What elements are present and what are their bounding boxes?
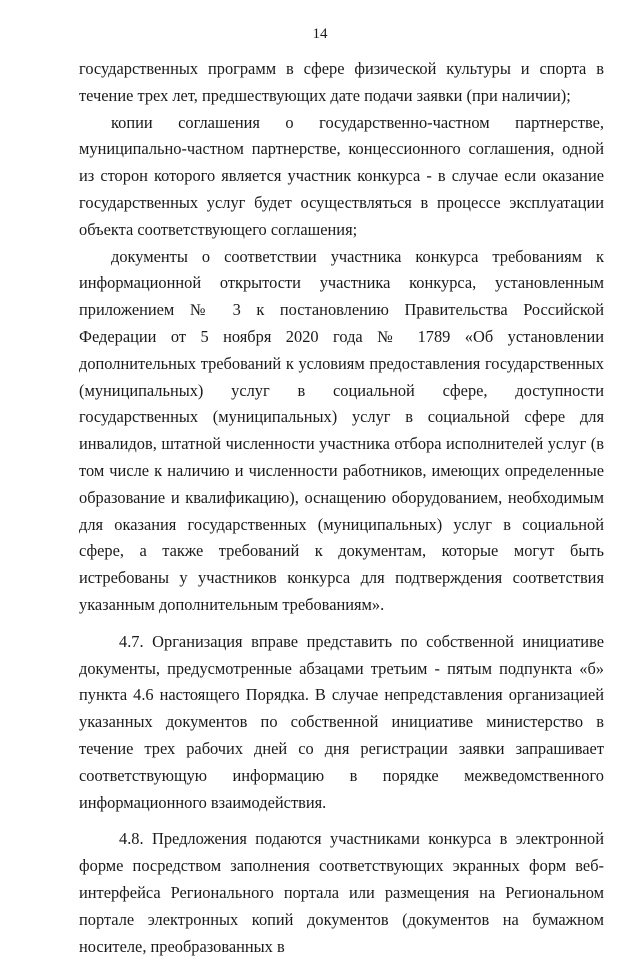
paragraph-openness-documents: документы о соответствии участника конкурса требованиям к информационной открытости участника конкурса, установленным приложением № 3 к постановлению Правительства Российской Федерации от 5 ноября 2020 года № 1789 «Об установлении дополнительных требований к условиям предоставления государственных (муниципальных) услуг в социальной сфере, доступности государственных (муниципальных) услуг в социальной сфере для инвалидов, штатной численности участника отбора исполнителей услуг (в том числе к наличию и численности работников, имеющих определенные образование и квалификацию), оснащению оборудованием, необходимым для оказания государственных (муниципальных) услуг в социальной сфере, а также требований к документам, которые могут быть истребованы у участников конкурса для подтверждения соответствия указанным дополнительным требованиям». bbox=[79, 246, 604, 614]
paragraph-continuation: государственных программ в сфере физической культуры и спорта в течение трех лет, предшествующих дате подачи заявки (при наличии); bbox=[79, 59, 604, 105]
page-number: 14 bbox=[312, 26, 328, 42]
paragraph-section-4-7: 4.7. Организация вправе представить по собственной инициативе документы, предусмотренные абзацами третьим - пятым подпункта «б» пункта 4.6 настоящего Порядка. В случае непредставления организацией указанных документов по собственной инициативе министерство в течение трех рабочих дней со дня регистрации заявки запрашивает соответствующую информацию в порядке межведомственного информационного взаимодействия. bbox=[79, 631, 604, 812]
document-body bbox=[79, 56, 604, 960]
paragraph-agreement-copies: копии соглашения о государственно-частном партнерстве, муниципально-частном партнерстве, концессионного соглашения, одной из сторон которого является участник конкурса - в случае если оказание государственных услуг будет осуществляться в процессе эксплуатации объекта соответствующего соглашения; bbox=[79, 112, 604, 239]
paragraph-section-4-8: 4.8. Предложения подаются участниками конкурса в электронной форме посредством заполнения соответствующих экранных форм веб-интерфейса Регионального портала или размещения на Региональном портале электронных копий документов (документов на бумажном носителе, преобразованных в bbox=[79, 829, 604, 956]
